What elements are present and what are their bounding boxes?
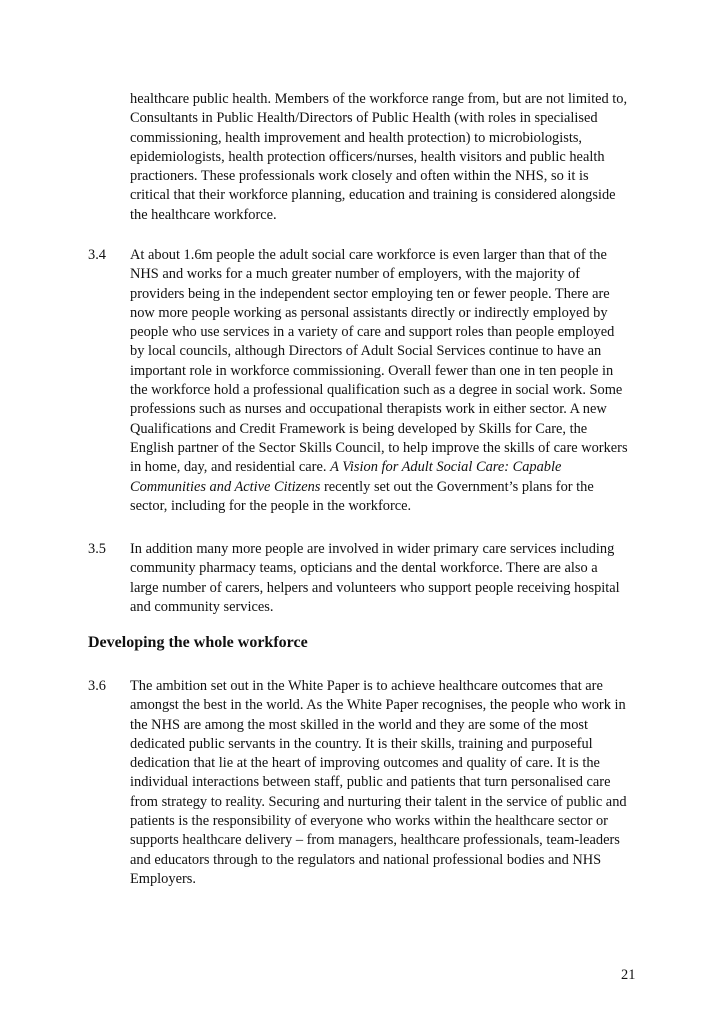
text-line: NHS and works for a much greater number of employers, with the majority of — [130, 266, 580, 283]
text-line: Qualifications and Credit Framework is being developed by Skills for Care, the — [130, 420, 588, 437]
text-line: In addition many more people are involved in wider primary care services including — [130, 541, 615, 557]
text-line: the workforce hold a professional qualification such as a degree in social work. Some — [130, 382, 623, 399]
paragraph-body — [130, 540, 648, 617]
text-segment: in home, day, and residential care. — [130, 459, 331, 476]
text-line: dedication that lie at the heart of improving outcomes and quality of care. It is the — [130, 755, 600, 772]
publication-title: A Vision for Adult Social Care: Capable — [330, 459, 562, 476]
text-line: At about 1.6m people the adult social care workforce is even larger than that of the — [130, 247, 607, 263]
text-line: professions such as nurses and occupational therapists work in either sector. A new — [130, 401, 607, 418]
text-line: dedicated public servants in the country. It is their skills, training and purposeful — [130, 735, 593, 752]
paragraph-body — [130, 246, 648, 516]
publication-title: Communities and Active Citizens — [130, 478, 321, 495]
paragraph-body — [130, 677, 648, 889]
text-line: from strategy to reality. Securing and nurturing their talent in the service of public and — [130, 793, 627, 810]
paragraph-continued — [88, 90, 648, 225]
text-line: providers being in the independent sector employing ten or fewer people. There are — [130, 285, 610, 302]
text-line — [130, 458, 648, 477]
text-segment: recently set out the Government’s plans for the — [320, 478, 594, 495]
paragraph-3-5 — [88, 540, 648, 617]
text-line: community pharmacy teams, opticians and the dental workforce. There are also a — [130, 560, 598, 577]
paragraph-3-6 — [88, 677, 648, 889]
paragraph-3-4 — [88, 246, 648, 516]
text-line: supports healthcare delivery – from managers, healthcare professionals, team-leaders — [130, 832, 620, 849]
paragraph-number: 3.5 — [88, 541, 106, 557]
section-heading: Developing the whole workforce — [88, 634, 308, 651]
text-line: amongst the best in the world. As the White Paper recognises, the people who work in — [130, 697, 626, 714]
text-line: important role in workforce commissioning. Overall fewer than one in ten people in — [130, 362, 614, 379]
text-line: sector, including for the people in the workforce. — [130, 497, 412, 514]
text-line: patients is the responsibility of everyone who works within the healthcare sector or — [130, 813, 608, 830]
text-line: practioners. These professionals work closely and often within the NHS, so it is — [130, 168, 589, 185]
text-line: epidemiologists, health protection officers/nurses, health visitors and public health — [130, 148, 605, 165]
paragraph-number: 3.4 — [88, 247, 106, 263]
text-line: individual interactions between staff, public and patients that turn personalised care — [130, 774, 611, 791]
text-line: people who use services in a variety of care and support roles than people employed — [130, 324, 615, 341]
paragraph-body — [130, 90, 648, 225]
text-line: and community services. — [130, 598, 274, 615]
text-line — [130, 478, 648, 497]
text-line: and educators through to the regulators and national professional bodies and NHS — [130, 851, 602, 868]
text-line: by local councils, although Directors of Adult Social Services continue to have an — [130, 343, 602, 360]
text-line: large number of carers, helpers and volunteers who support people receiving hospital — [130, 579, 620, 596]
text-line: the healthcare workforce. — [130, 206, 277, 223]
page-number: 21 — [621, 967, 636, 983]
text-line: critical that their workforce planning, education and training is considered alongside — [130, 187, 616, 204]
text-line: the NHS are among the most skilled in the world and they are some of the most — [130, 716, 589, 733]
text-line: The ambition set out in the White Paper is to achieve healthcare outcomes that are — [130, 678, 603, 694]
text-line: commissioning, health improvement and health protection) to microbiologists, — [130, 129, 583, 146]
text-line: English partner of the Sector Skills Council, to help improve the skills of care workers — [130, 439, 628, 456]
text-line: healthcare public health. Members of the workforce range from, but are not limited to, — [130, 91, 628, 107]
text-line: now more people working as personal assistants directly or indirectly employed by — [130, 304, 608, 321]
paragraph-number: 3.6 — [88, 678, 106, 694]
text-line: Employers. — [130, 870, 196, 887]
text-line: Consultants in Public Health/Directors of Public Health (with roles in specialised — [130, 110, 598, 127]
